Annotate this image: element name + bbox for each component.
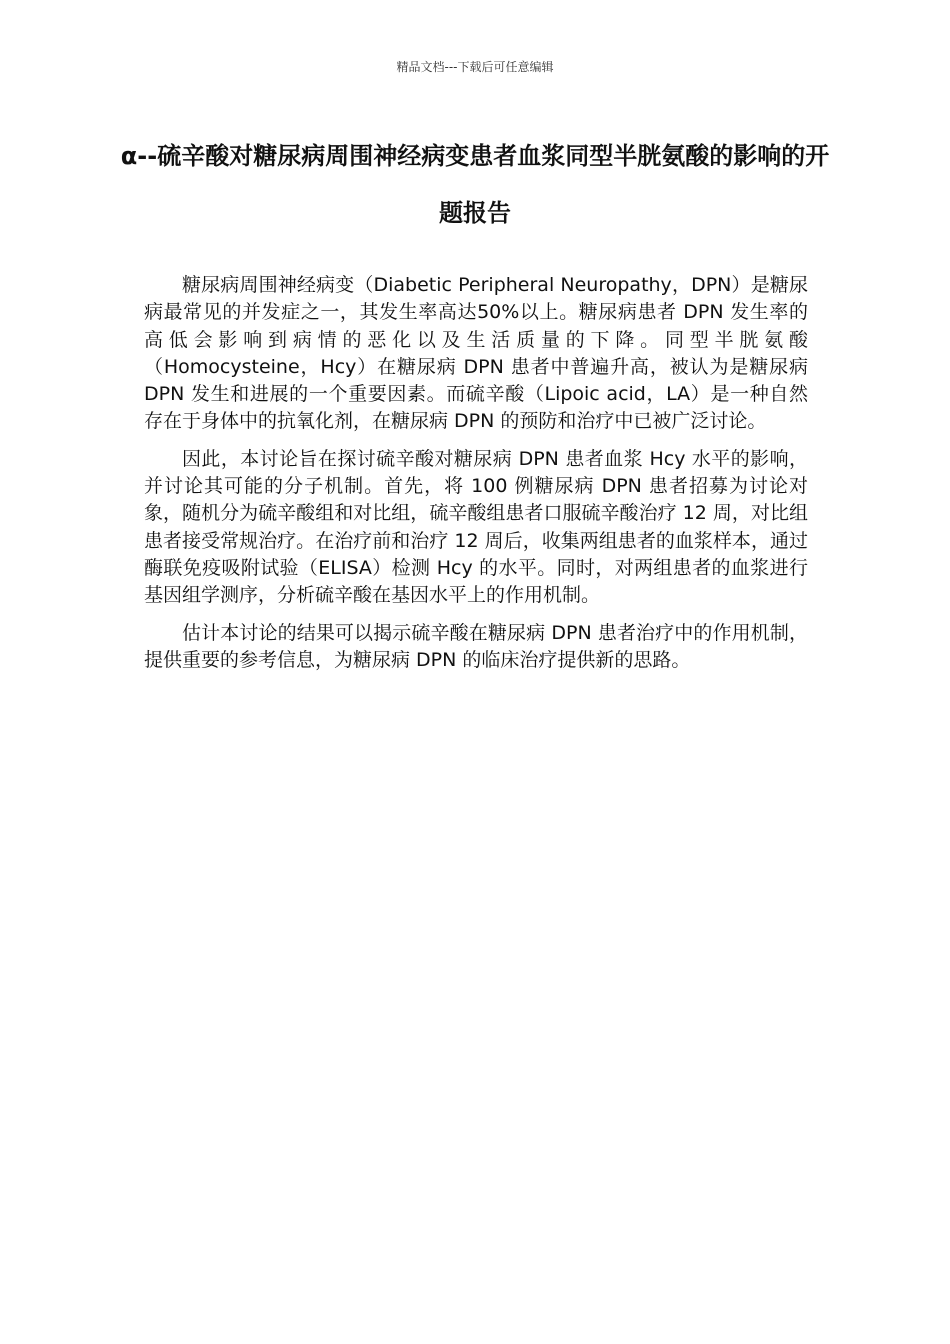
page-header-note: 精品文档---下载后可任意编辑 xyxy=(396,60,554,74)
document-title: α--硫辛酸对糖尿病周围神经病变患者血浆同型半胱氨酸的影响的开题报告 xyxy=(120,142,830,227)
body-paragraph-3: 估计本讨论的结果可以揭示硫辛酸在糖尿病 DPN 患者治疗中的作用机制，提供重要的参考信息，为糖尿病 DPN 的临床治疗提供新的思路。 xyxy=(144,621,808,671)
body-paragraph-2: 因此，本讨论旨在探讨硫辛酸对糖尿病 DPN 患者血浆 Hcy 水平的影响，并讨论其可能的分子机制。首先，将 100 例糖尿病 DPN 患者招募为讨论对象，随机分为硫辛酸组和对比组，硫辛酸组患者口服硫辛酸治疗 12 周，对比组患者接受常规治疗。在治疗前和治疗 12 周后，收集两组患者的血浆样本，通过酶联免疫吸附试验（ELISA）检测 Hcy 的水平。同时，对两组患者的血浆进行基因组学测序，分析硫辛酸在基因水平上的作用机制。 xyxy=(144,447,808,607)
body-paragraph-1: 糖尿病周围神经病变（Diabetic Peripheral Neuropathy，DPN）是糖尿病最常见的并发症之一，其发生率高达50%以上。糖尿病患者 DPN 发生率的高低会影响到病情的恶化以及生活质量的下降。同型半胱氨酸（Homocysteine，Hcy）在糖尿病 DPN 患者中普遍升高，被认为是糖尿病 DPN 发生和进展的一个重要因素。而硫辛酸（Lipoic acid，LA）是一种自然存在于身体中的抗氧化剂，在糖尿病 DPN 的预防和治疗中已被广泛讨论。 xyxy=(144,274,808,433)
document-body xyxy=(144,272,808,684)
